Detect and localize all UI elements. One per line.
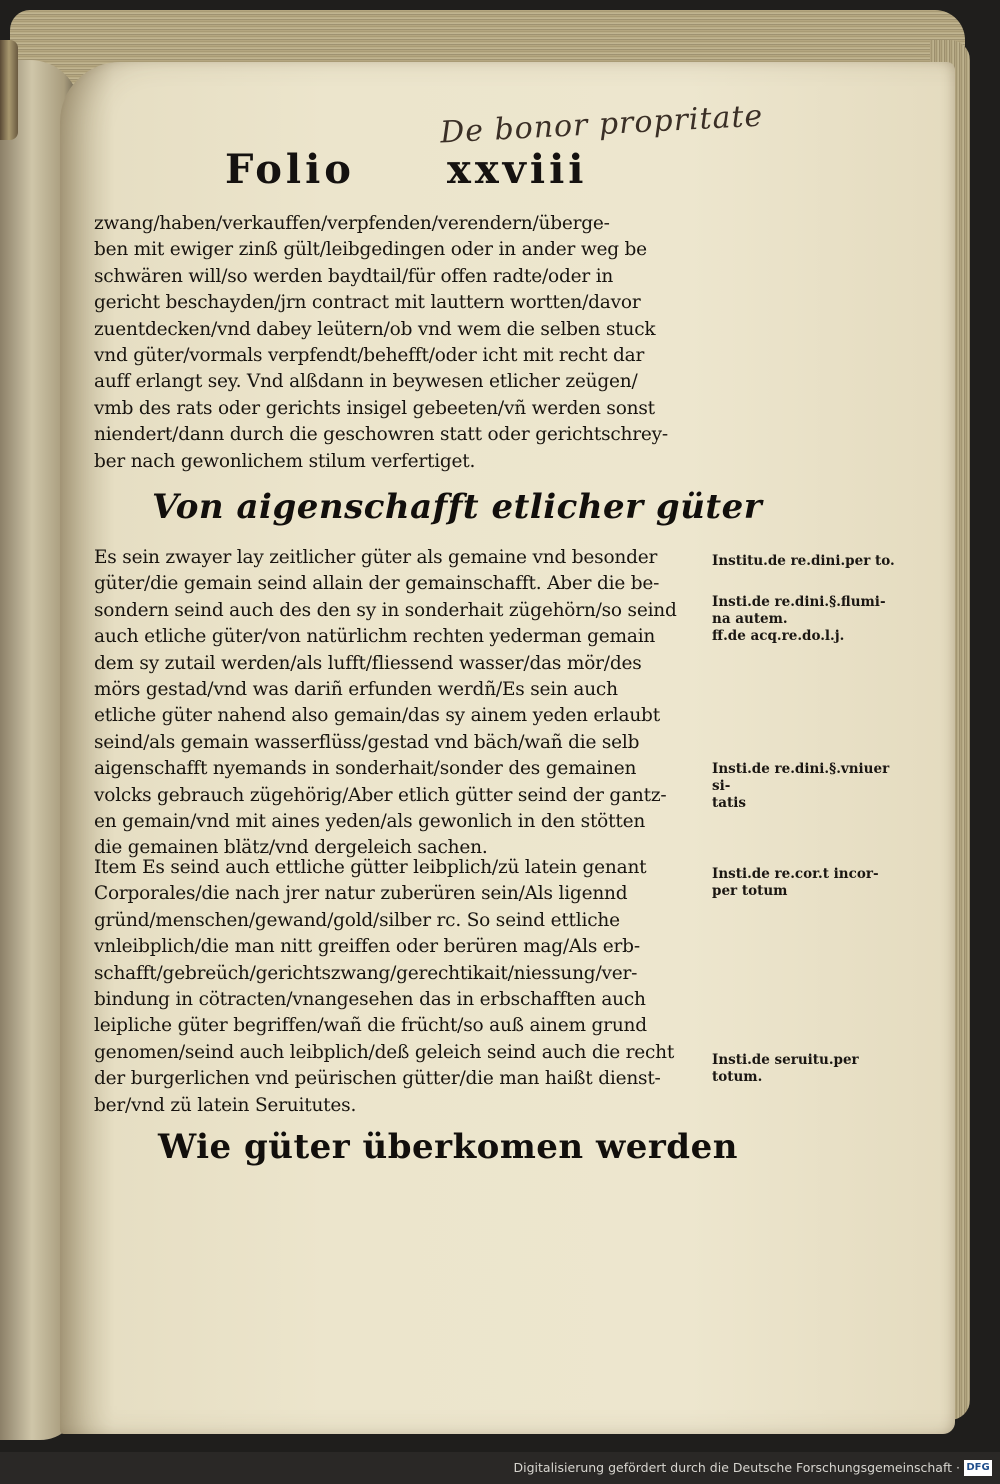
text-line: güter/die gemain seind allain der gemainschafft. Aber die be- <box>94 573 660 595</box>
text-line: die gemainen blätz/vnd dergeleich sachen. <box>94 837 488 859</box>
text-line: sondern seind auch des den sy in sonderhait zügehörn/so seind <box>94 599 677 621</box>
text-line: gründ/menschen/gewand/gold/silber rc. So seind ettliche <box>94 909 620 931</box>
paragraph-block-2 <box>94 545 694 862</box>
text-line: zuentdecken/vnd dabey leütern/ob vnd wem die selben stuck <box>94 318 656 340</box>
folio-label: Folio <box>225 146 355 193</box>
text-line: Corporales/die nach jrer natur zuberüren sein/Als ligennd <box>94 883 628 905</box>
text-line: dem sy zutail werden/als lufft/fliessend wasser/das mör/des <box>94 652 642 674</box>
text-line: bindung in cötracten/vnangesehen das in erbschafften auch <box>94 989 646 1011</box>
credit-bar <box>0 1452 1000 1484</box>
section-heading-2: Wie güter überkomen werden <box>158 1127 738 1167</box>
text-line: auch etliche güter/von natürlichm rechten yederman gemain <box>94 626 656 648</box>
text-line: leipliche güter begriffen/wañ die frücht/so auß ainem grund <box>94 1015 647 1037</box>
text-line: genomen/seind auch leibplich/deß geleich seind auch die recht <box>94 1041 675 1063</box>
text-line: vnleibplich/die man nitt greiffen oder berüren mag/Als erb- <box>94 936 640 958</box>
text-line: ber/vnd zü latein Seruitutes. <box>94 1094 357 1116</box>
text-line: gericht beschayden/jrn contract mit lauttern wortten/davor <box>94 292 641 314</box>
text-line: aigenschafft nyemands in sonderhait/sonder des gemainen <box>94 758 637 780</box>
margin-note: Insti.de re.dini.§.vniuer si- tatis <box>712 761 890 811</box>
text-line: seind/als gemain wasserflüss/gestad vnd bäch/wañ die selb <box>94 731 640 753</box>
margin-note: Insti.de seruitu.per totum. <box>712 1052 859 1085</box>
section-heading-1: Von aigenschafft etlicher güter <box>152 487 763 527</box>
folio-number: xxviii <box>446 146 588 193</box>
dfg-logo: DFG <box>964 1460 992 1476</box>
text-line: Item Es seind auch ettliche gütter leibplich/zü latein genant <box>94 857 647 878</box>
text-line: zwang/haben/verkauffen/verpfenden/verendern/überge- <box>94 213 610 234</box>
text-line: schwären will/so werden baydtail/für offen radte/oder in <box>94 265 614 287</box>
text-line: mörs gestad/vnd was dariñ erfunden werdñ/Es sein auch <box>94 679 618 701</box>
text-line: auff erlangt sey. Vnd alßdann in beywesen etlicher zeügen/ <box>94 371 638 393</box>
credit-text: Digitalisierung gefördert durch die Deutsche Forschungsgemeinschaft · <box>513 1460 960 1475</box>
text-line: ber nach gewonlichem stilum verfertiget. <box>94 450 476 472</box>
text-line: schafft/gebreüch/gerichtszwang/gerechtikait/niessung/ver- <box>94 962 638 984</box>
margin-note: Institu.de re.dini.per to. <box>712 553 895 569</box>
text-line: vnd güter/vormals verpfendt/behefft/oder icht mit recht dar <box>94 345 645 367</box>
binding-clasp <box>0 40 18 140</box>
folio-header <box>225 146 680 193</box>
text-line: vmb des rats oder gerichts insigel gebeeten/vñ werden sonst <box>94 397 655 419</box>
text-line: etliche güter nahend also gemain/das sy ainem yeden erlaubt <box>94 705 660 727</box>
handwritten-note: De bonor propritate <box>439 98 765 151</box>
text-line: ben mit ewiger zinß gült/leibgedingen oder in ander weg be <box>94 239 647 261</box>
text-line: volcks gebrauch zügehörig/Aber etlich gütter seind der gantz- <box>94 784 667 806</box>
text-line: niendert/dann durch die geschowren statt oder gerichtschrey- <box>94 424 668 446</box>
text-line: Es sein zwayer lay zeitlicher güter als gemaine vnd besonder <box>94 547 658 568</box>
text-line: der burgerlichen vnd peürischen gütter/die man haißt dienst- <box>94 1068 661 1090</box>
paragraph-block-1 <box>94 211 694 475</box>
paragraph-block-3 <box>94 855 694 1119</box>
margin-note: Insti.de re.cor.t incor- per totum <box>712 866 879 899</box>
text-line: en gemain/vnd mit aines yeden/als gewonlich in den stötten <box>94 811 646 833</box>
margin-note: Insti.de re.dini.§.flumi- na autem. ff.de acq.re.do.l.j. <box>712 594 886 644</box>
